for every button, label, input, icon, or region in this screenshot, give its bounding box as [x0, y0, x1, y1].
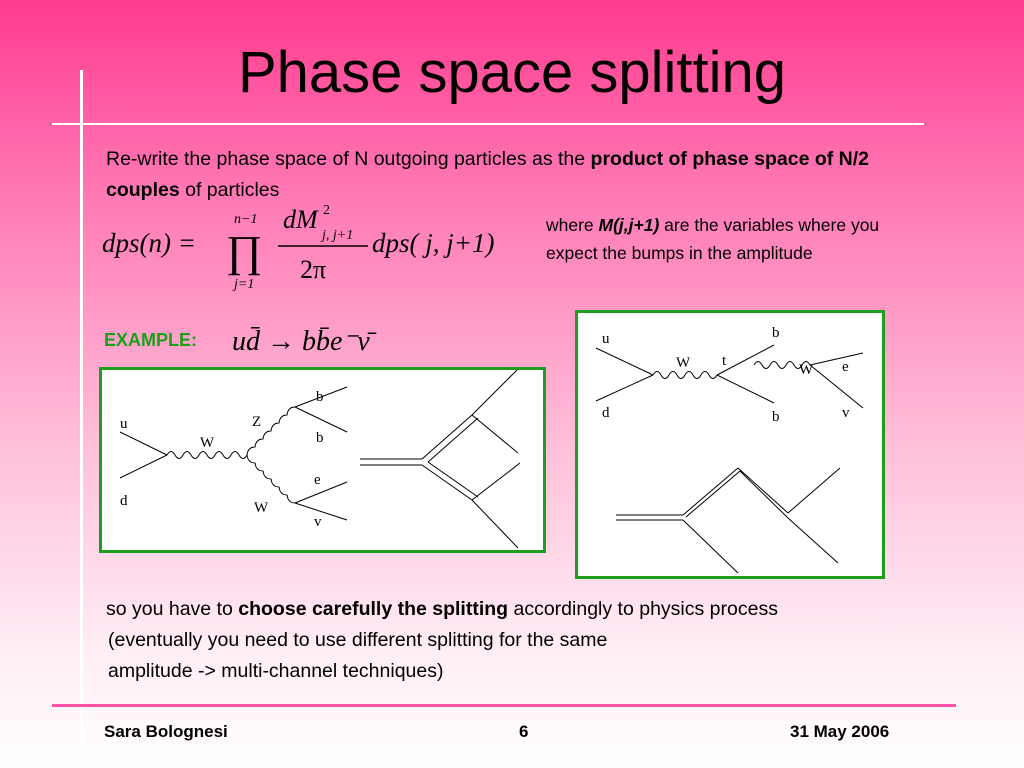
- formula-num: dM: [283, 205, 318, 234]
- label-e: e: [314, 472, 321, 488]
- label-b2: b: [772, 409, 780, 425]
- note-pre: where: [546, 215, 599, 235]
- conclusion-bold: choose carefully the splitting: [238, 598, 509, 620]
- intro-post: of particles: [179, 179, 280, 201]
- slide-title: Phase space splitting: [237, 40, 787, 105]
- label-w2: W: [254, 500, 269, 516]
- formula-lhs: dps(n) =: [102, 228, 196, 258]
- label-v: v: [314, 514, 322, 530]
- formula-prod-lower: j=1: [234, 277, 255, 292]
- product-symbol: ∏: [226, 227, 263, 276]
- conclusion-line-2: (eventually you need to use different splitting for the same: [108, 629, 608, 651]
- example-process-text: ud̄ → bb̄e⁻ν̄: [232, 326, 370, 357]
- title-underline: [52, 123, 924, 125]
- note-var: M(j,j+1): [598, 215, 660, 235]
- footer-author: Sara Bolognesi: [104, 722, 228, 741]
- footer-rule: [52, 704, 956, 707]
- label-z: Z: [252, 414, 262, 430]
- footer-date: 31 May 2006: [790, 722, 890, 741]
- formula-num-sub: j, j+1: [322, 228, 354, 243]
- label-v: v: [842, 405, 850, 421]
- label-u: u: [602, 331, 610, 347]
- label-t: t: [722, 353, 727, 369]
- feynman-diagram-left: [99, 367, 546, 553]
- formula-rhs: dps( j, j+1): [372, 228, 495, 258]
- variables-note: [546, 211, 926, 267]
- feynman-diagram-right: [575, 310, 885, 579]
- label-b1: b: [316, 389, 324, 405]
- intro-pre: Re-write the phase space of N outgoing particles as the: [106, 148, 591, 170]
- label-w1: W: [200, 435, 215, 451]
- conclusion-line-3: amplitude -> multi-channel techniques): [108, 660, 444, 682]
- note-post: are the variables where you expect the bumps in the amplitude: [546, 215, 880, 263]
- conclusion-line-1: [106, 594, 1006, 625]
- label-d: d: [602, 405, 610, 421]
- phase-space-formula: [100, 196, 540, 292]
- example-label: EXAMPLE:: [104, 330, 198, 350]
- intro-bold: product of phase space of N/2 couples: [106, 148, 869, 201]
- label-d: d: [120, 493, 128, 509]
- example-process: [230, 318, 440, 362]
- conclusion-text: [106, 594, 1006, 687]
- label-u: u: [120, 416, 128, 432]
- label-w1: W: [676, 355, 691, 371]
- label-b2: b: [316, 430, 324, 446]
- footer-page-number: 6: [519, 722, 529, 741]
- label-b1: b: [772, 325, 780, 341]
- vertical-rule: [80, 70, 83, 748]
- label-e: e: [842, 359, 849, 375]
- label-w2: W: [799, 362, 814, 378]
- formula-prod-upper: n−1: [234, 212, 258, 227]
- conclusion-pre: so you have to: [106, 598, 239, 620]
- conclusion-post: accordingly to physics process: [508, 598, 778, 620]
- formula-num-sup: 2: [323, 203, 330, 218]
- formula-den: 2π: [300, 255, 327, 284]
